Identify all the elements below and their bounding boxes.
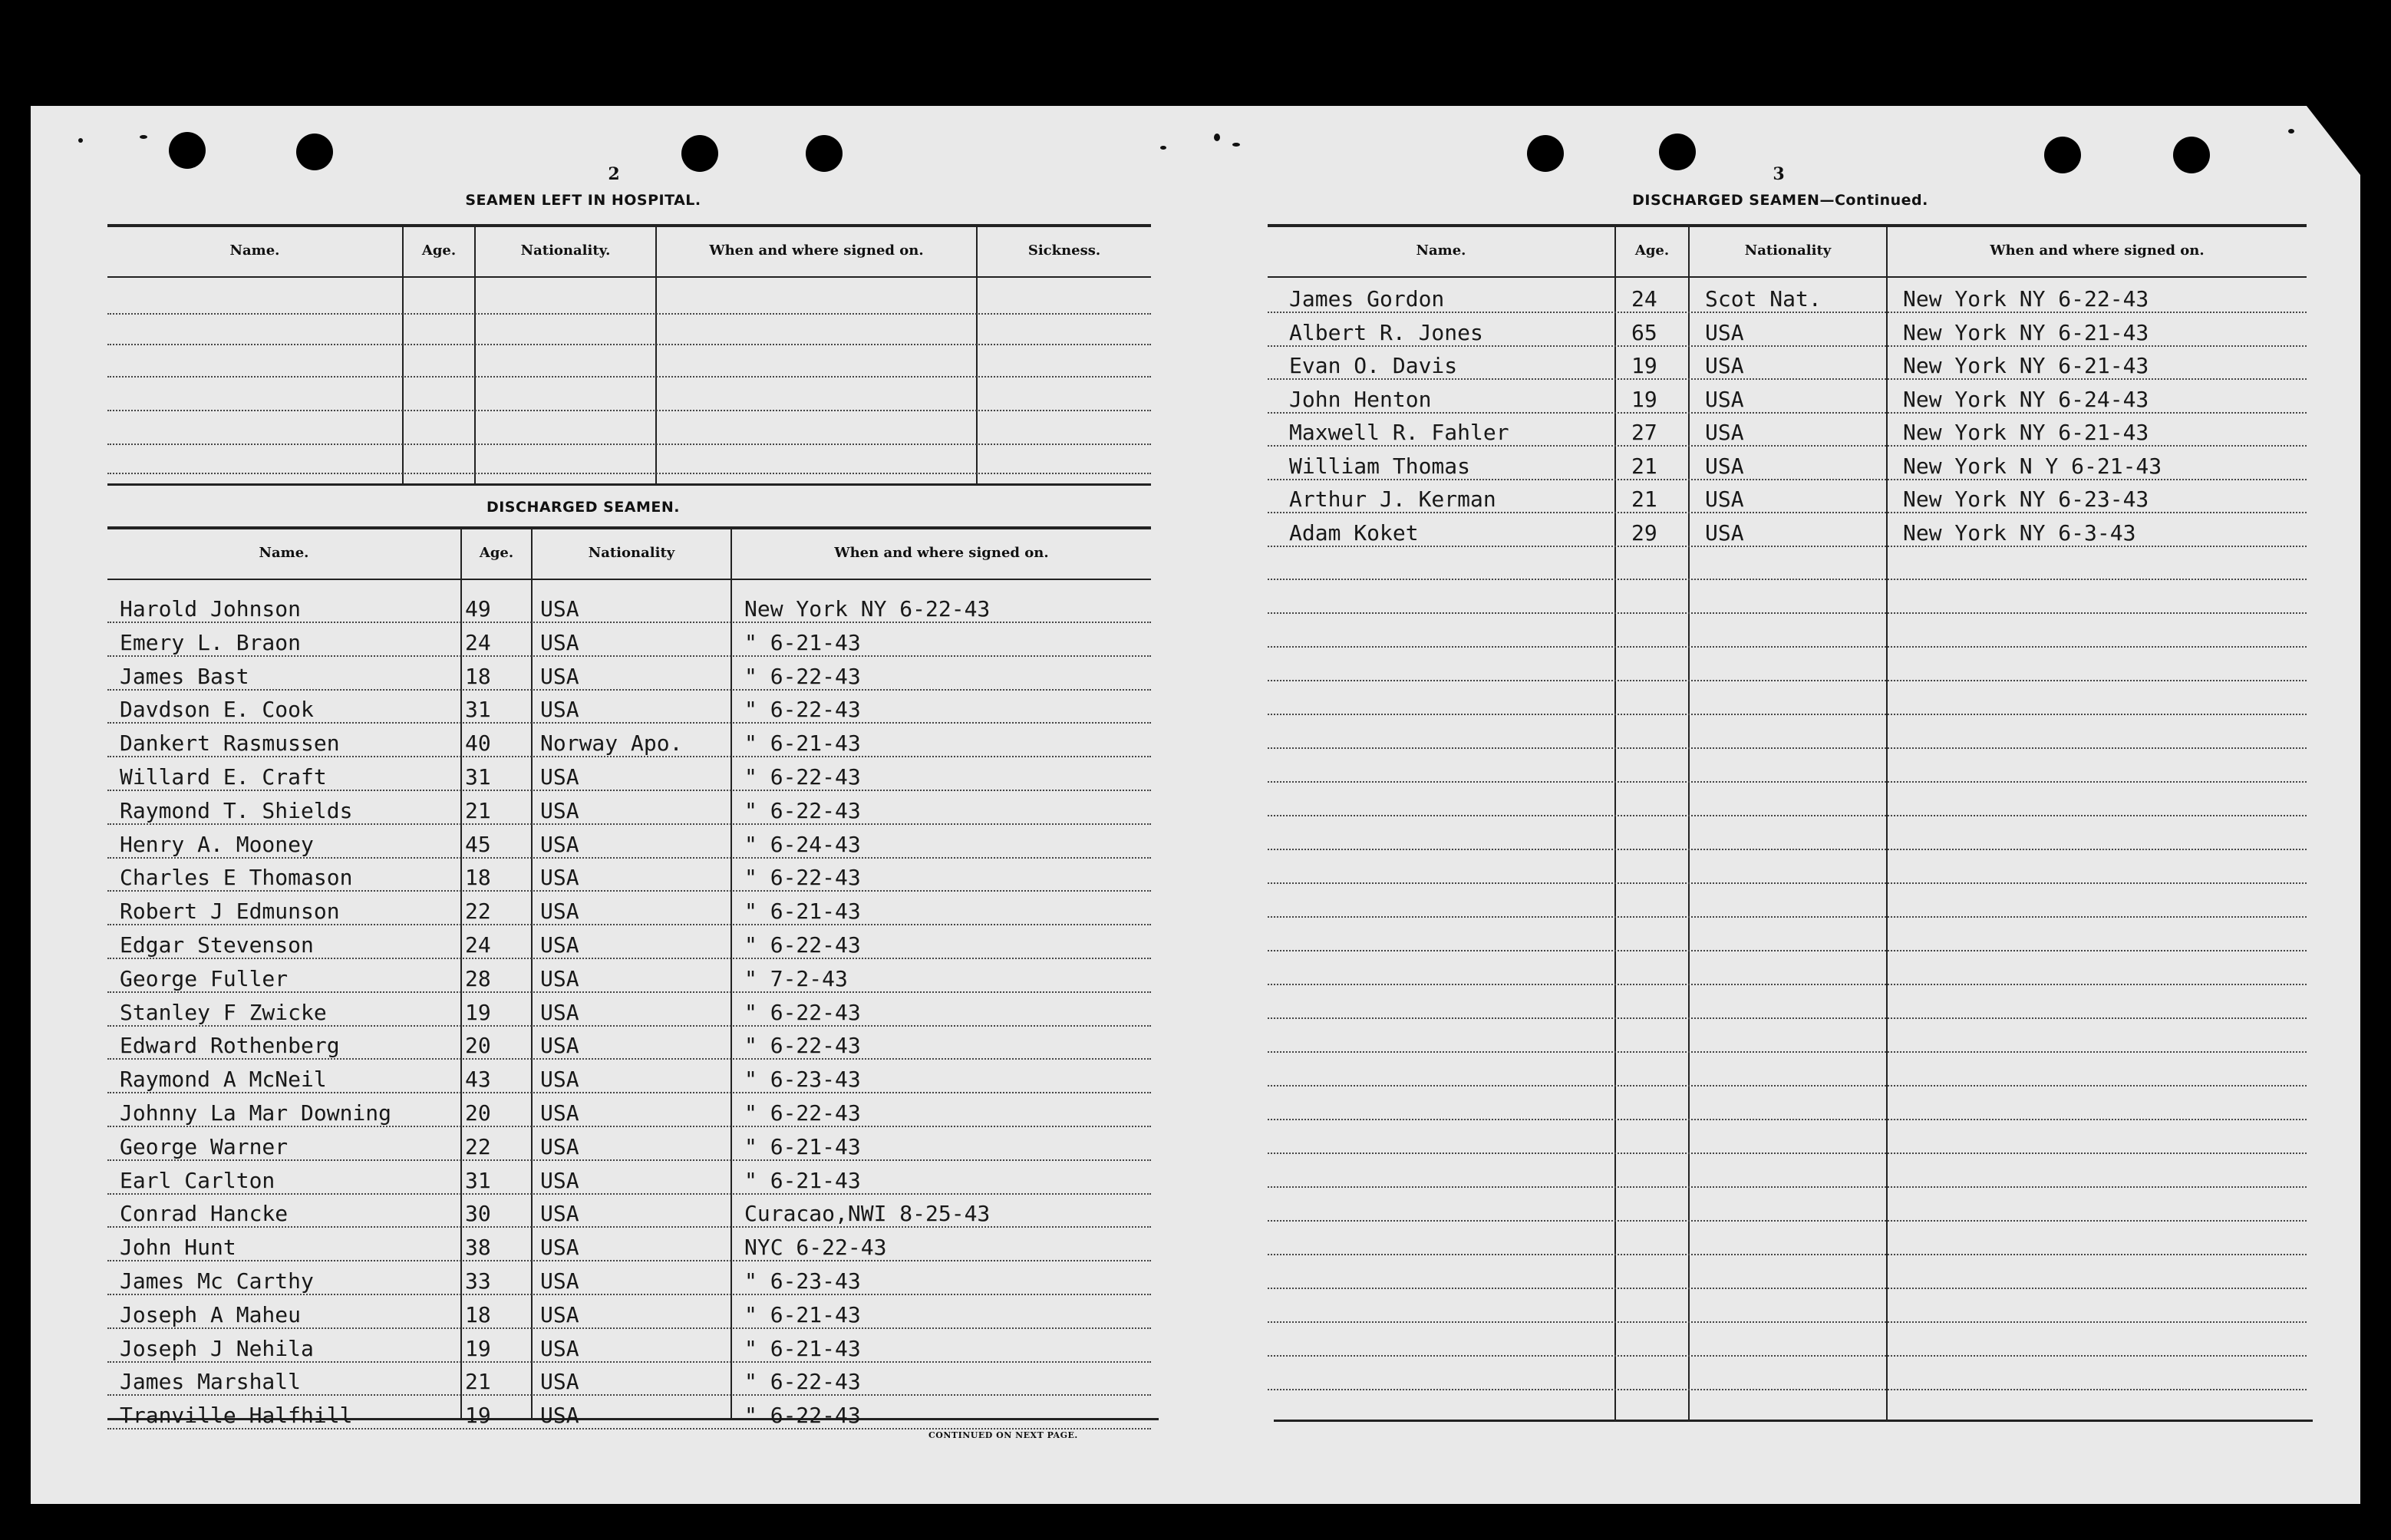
blank-row-line (1268, 916, 2307, 918)
seaman-signed-on: " 6-22-43 (744, 1033, 861, 1058)
seaman-nationality: USA (540, 1100, 579, 1126)
row-line (107, 1260, 1151, 1261)
rule (1274, 1420, 2313, 1422)
rule (531, 528, 533, 1418)
punch-hole (806, 135, 843, 172)
seaman-nationality: USA (540, 1168, 579, 1193)
seaman-nationality: USA (540, 1201, 579, 1226)
seaman-name: Robert J Edmunson (120, 899, 340, 924)
row-line (107, 1025, 1151, 1027)
seaman-signed-on: " 6-21-43 (744, 899, 861, 924)
seaman-signed-on: " 6-23-43 (744, 1067, 861, 1092)
row-line (107, 1058, 1151, 1060)
seaman-name: Earl Carlton (120, 1168, 275, 1193)
seaman-age: 24 (1631, 286, 1657, 312)
punch-hole (2173, 137, 2210, 173)
seaman-name: Albert R. Jones (1289, 320, 1483, 345)
row-line (107, 1361, 1151, 1363)
row-line (1268, 445, 2307, 447)
row-line (107, 1327, 1151, 1329)
speck (1232, 143, 1240, 147)
seaman-age: 28 (465, 966, 491, 991)
blank-row-line (1268, 950, 2307, 951)
torn-corner (2307, 106, 2360, 175)
row-line (1268, 512, 2307, 513)
row-line (1268, 378, 2307, 380)
seaman-name: Maxwell R. Fahler (1289, 420, 1509, 445)
seaman-age: 22 (465, 1134, 491, 1159)
row-line (1268, 345, 2307, 347)
row-line (1268, 546, 2307, 547)
seaman-name: Edward Rothenberg (120, 1033, 340, 1058)
blank-row-line (1268, 1085, 2307, 1087)
seaman-name: Dankert Rasmussen (120, 730, 340, 756)
seaman-name: James Gordon (1289, 286, 1445, 312)
seaman-signed-on: New York NY 6-22-43 (1903, 286, 2149, 312)
row-line (107, 1126, 1151, 1127)
seaman-nationality: USA (540, 664, 579, 689)
seaman-age: 40 (465, 730, 491, 756)
seaman-age: 21 (465, 798, 491, 823)
row-line (107, 1394, 1151, 1396)
seaman-name: Evan O. Davis (1289, 353, 1458, 378)
seaman-nationality: USA (540, 865, 579, 890)
seaman-age: 22 (465, 899, 491, 924)
page-number-left: 2 (608, 164, 620, 184)
seaman-signed-on: " 6-22-43 (744, 932, 861, 958)
seaman-signed-on: " 6-22-43 (744, 865, 861, 890)
continued-header-signed: When and where signed on. (1990, 242, 2205, 259)
hospital-header-name: Name. (229, 242, 280, 259)
row-line (107, 689, 1151, 691)
seaman-name: Johnny La Mar Downing (120, 1100, 392, 1126)
seaman-name: William Thomas (1289, 453, 1471, 479)
seaman-name: Adam Koket (1289, 520, 1419, 546)
seaman-nationality: USA (540, 1000, 579, 1025)
seaman-nationality: USA (540, 798, 579, 823)
hospital-header-nationality: Nationality. (520, 242, 611, 259)
rule (107, 526, 1151, 529)
discharged-header-name: Name. (259, 545, 309, 561)
row-line (107, 924, 1151, 925)
seaman-nationality: Scot Nat. (1705, 286, 1822, 312)
seaman-name: Charles E Thomason (120, 865, 353, 890)
seaman-name: Stanley F Zwicke (120, 1000, 327, 1025)
seaman-signed-on: " 7-2-43 (744, 966, 848, 991)
seaman-age: 19 (465, 1403, 491, 1428)
seaman-name: Henry A. Mooney (120, 832, 314, 857)
rule (107, 579, 1151, 580)
seaman-name: James Bast (120, 664, 249, 689)
punch-hole (296, 134, 333, 170)
seaman-signed-on: " 6-22-43 (744, 664, 861, 689)
seaman-nationality: USA (540, 1067, 579, 1092)
hospital-blank-line (107, 344, 1151, 345)
seaman-age: 31 (465, 1168, 491, 1193)
blank-row-line (1268, 714, 2307, 715)
speck (1160, 146, 1166, 150)
seaman-nationality: USA (540, 764, 579, 790)
seaman-nationality: USA (540, 1033, 579, 1058)
seaman-name: Davdson E. Cook (120, 697, 314, 722)
seaman-name: George Warner (120, 1134, 289, 1159)
seaman-signed-on: New York NY 6-21-43 (1903, 353, 2149, 378)
rule (1614, 226, 1616, 1420)
blank-row-line (1268, 781, 2307, 783)
seaman-signed-on: " 6-21-43 (744, 1302, 861, 1327)
seaman-nationality: USA (540, 1369, 579, 1394)
seaman-age: 24 (465, 630, 491, 655)
seaman-nationality: USA (540, 596, 579, 622)
seaman-signed-on: " 6-21-43 (744, 1168, 861, 1193)
seaman-name: James Mc Carthy (120, 1268, 314, 1294)
seaman-age: 38 (465, 1235, 491, 1260)
seaman-nationality: USA (540, 697, 579, 722)
seaman-signed-on: " 6-21-43 (744, 1336, 861, 1361)
seaman-nationality: USA (1705, 486, 1744, 512)
hospital-blank-line (107, 444, 1151, 445)
seaman-name: Raymond T. Shields (120, 798, 353, 823)
seaman-signed-on: NYC 6-22-43 (744, 1235, 887, 1260)
hospital-header-signed: When and where signed on. (709, 242, 924, 259)
discharged-header-nationality: Nationality (588, 545, 675, 561)
hospital-header-age: Age. (421, 242, 457, 259)
discharged-header-signed: When and where signed on. (834, 545, 1049, 561)
seaman-nationality: USA (540, 899, 579, 924)
seaman-age: 27 (1631, 420, 1657, 445)
row-line (1268, 479, 2307, 480)
seaman-nationality: USA (540, 1235, 579, 1260)
seaman-signed-on: " 6-21-43 (744, 1134, 861, 1159)
blank-row-line (1268, 579, 2307, 580)
hospital-blank-line (107, 313, 1151, 315)
blank-row-line (1268, 1321, 2307, 1323)
row-line (107, 756, 1151, 757)
rule (107, 483, 1151, 486)
seaman-nationality: Norway Apo. (540, 730, 683, 756)
seaman-signed-on: " 6-22-43 (744, 1403, 861, 1428)
seaman-signed-on: New York NY 6-3-43 (1903, 520, 2136, 546)
seaman-age: 31 (465, 697, 491, 722)
row-line (1268, 412, 2307, 414)
seaman-signed-on: " 6-22-43 (744, 764, 861, 790)
row-line (107, 958, 1151, 959)
seaman-nationality: USA (540, 966, 579, 991)
seaman-nationality: USA (540, 1134, 579, 1159)
seaman-age: 49 (465, 596, 491, 622)
seaman-age: 33 (465, 1268, 491, 1294)
punch-hole (2044, 137, 2081, 173)
seaman-nationality: USA (540, 1403, 579, 1428)
blank-row-line (1268, 849, 2307, 850)
seaman-age: 31 (465, 764, 491, 790)
rule (1886, 226, 1888, 1420)
blank-row-line (1268, 1288, 2307, 1289)
hospital-header-sickness: Sickness. (1027, 242, 1101, 259)
seaman-age: 45 (465, 832, 491, 857)
seaman-age: 30 (465, 1201, 491, 1226)
row-line (1268, 312, 2307, 313)
seaman-name: Willard E. Craft (120, 764, 327, 790)
punch-hole (169, 132, 206, 169)
row-line (107, 1159, 1151, 1161)
seaman-signed-on: New York NY 6-24-43 (1903, 387, 2149, 412)
row-line (107, 655, 1151, 657)
seaman-age: 24 (465, 932, 491, 958)
seaman-signed-on: New York NY 6-22-43 (744, 596, 991, 622)
rule (107, 276, 1151, 278)
seaman-name: Harold Johnson (120, 596, 302, 622)
blank-row-line (1268, 680, 2307, 681)
seaman-name: Raymond A McNeil (120, 1067, 327, 1092)
rule (460, 528, 462, 1418)
rule (107, 224, 1151, 227)
blank-row-line (1268, 646, 2307, 648)
seaman-age: 18 (465, 1302, 491, 1327)
hospital-section-title: SEAMEN LEFT IN HOSPITAL. (465, 192, 701, 209)
seaman-signed-on: New York NY 6-21-43 (1903, 320, 2149, 345)
continued-section-title: DISCHARGED SEAMEN—Continued. (1632, 192, 1928, 209)
seaman-name: Conrad Hancke (120, 1201, 289, 1226)
seaman-nationality: USA (1705, 453, 1744, 479)
row-line (107, 1428, 1151, 1430)
seaman-age: 20 (465, 1100, 491, 1126)
seaman-signed-on: " 6-21-43 (744, 630, 861, 655)
row-line (107, 857, 1151, 859)
rule (1268, 224, 2307, 227)
seaman-signed-on: " 6-22-43 (744, 1000, 861, 1025)
continued-header-age: Age. (1634, 242, 1670, 259)
seaman-name: Joseph A Maheu (120, 1302, 302, 1327)
seaman-nationality: USA (1705, 320, 1744, 345)
seaman-signed-on: New York N Y 6-21-43 (1903, 453, 2162, 479)
blank-row-line (1268, 882, 2307, 884)
seaman-age: 20 (465, 1033, 491, 1058)
seaman-name: George Fuller (120, 966, 289, 991)
seaman-age: 21 (1631, 453, 1657, 479)
seaman-nationality: USA (1705, 420, 1744, 445)
row-line (107, 722, 1151, 724)
seaman-nationality: USA (540, 932, 579, 958)
rule (730, 528, 732, 1418)
seaman-signed-on: " 6-22-43 (744, 697, 861, 722)
seaman-nationality: USA (540, 1336, 579, 1361)
seaman-signed-on: New York NY 6-21-43 (1903, 420, 2149, 445)
seaman-age: 21 (1631, 486, 1657, 512)
blank-row-line (1268, 1355, 2307, 1357)
row-line (107, 991, 1151, 993)
blank-row-line (1268, 984, 2307, 985)
speck (78, 138, 83, 143)
blank-row-line (1268, 1220, 2307, 1222)
seaman-age: 19 (1631, 387, 1657, 412)
hospital-blank-line (107, 410, 1151, 411)
row-line (107, 1092, 1151, 1093)
speck (140, 135, 147, 139)
continued-note: CONTINUED ON NEXT PAGE. (928, 1430, 1078, 1440)
seaman-nationality: USA (1705, 520, 1744, 546)
seaman-age: 19 (465, 1336, 491, 1361)
seaman-signed-on: " 6-22-43 (744, 798, 861, 823)
seaman-name: John Henton (1289, 387, 1432, 412)
seaman-name: Edgar Stevenson (120, 932, 314, 958)
row-line (107, 890, 1151, 892)
seaman-signed-on: " 6-21-43 (744, 730, 861, 756)
blank-row-line (1268, 1186, 2307, 1188)
speck (1214, 134, 1220, 141)
seaman-age: 21 (465, 1369, 491, 1394)
blank-row-line (1268, 1254, 2307, 1255)
hospital-blank-line (107, 473, 1151, 474)
seaman-signed-on: " 6-23-43 (744, 1268, 861, 1294)
seaman-name: Emery L. Braon (120, 630, 302, 655)
seaman-name: John Hunt (120, 1235, 236, 1260)
seaman-nationality: USA (1705, 353, 1744, 378)
seaman-nationality: USA (540, 1268, 579, 1294)
seaman-signed-on: " 6-22-43 (744, 1369, 861, 1394)
discharged-section-title: DISCHARGED SEAMEN. (486, 499, 681, 516)
seaman-name: James Marshall (120, 1369, 302, 1394)
seaman-age: 29 (1631, 520, 1657, 546)
row-line (107, 823, 1151, 825)
rule (1268, 276, 2307, 278)
seaman-nationality: USA (1705, 387, 1744, 412)
discharged-header-age: Age. (479, 545, 514, 561)
punch-hole (1527, 135, 1564, 172)
seaman-name: Arthur J. Kerman (1289, 486, 1496, 512)
speck (2288, 129, 2294, 134)
seaman-name: Tranville Halfhill (120, 1403, 353, 1428)
seaman-age: 19 (1631, 353, 1657, 378)
blank-row-line (1268, 1153, 2307, 1154)
hospital-blank-line (107, 376, 1151, 378)
blank-row-line (1268, 1017, 2307, 1019)
row-line (107, 622, 1151, 623)
document-sheet (31, 106, 2360, 1504)
continued-header-name: Name. (1416, 242, 1466, 259)
seaman-nationality: USA (540, 1302, 579, 1327)
row-line (107, 1294, 1151, 1295)
seaman-age: 65 (1631, 320, 1657, 345)
seaman-signed-on: Curacao,NWI 8-25-43 (744, 1201, 991, 1226)
blank-row-line (1268, 747, 2307, 749)
seaman-nationality: USA (540, 832, 579, 857)
seaman-age: 18 (465, 664, 491, 689)
seaman-age: 19 (465, 1000, 491, 1025)
blank-row-line (1268, 1119, 2307, 1120)
seaman-name: Joseph J Nehila (120, 1336, 314, 1361)
seaman-signed-on: " 6-24-43 (744, 832, 861, 857)
punch-hole (681, 135, 718, 172)
blank-row-line (1268, 612, 2307, 614)
seaman-age: 43 (465, 1067, 491, 1092)
blank-row-line (1268, 1389, 2307, 1390)
row-line (107, 790, 1151, 791)
blank-row-line (1268, 815, 2307, 816)
row-line (107, 1226, 1151, 1228)
page-number-right: 3 (1773, 164, 1785, 184)
blank-row-line (1268, 1051, 2307, 1053)
punch-hole (1659, 134, 1696, 170)
seaman-nationality: USA (540, 630, 579, 655)
seaman-signed-on: New York NY 6-23-43 (1903, 486, 2149, 512)
row-line (107, 1193, 1151, 1195)
seaman-signed-on: " 6-22-43 (744, 1100, 861, 1126)
rule (1688, 226, 1690, 1420)
continued-header-nationality: Nationality (1744, 242, 1832, 259)
seaman-age: 18 (465, 865, 491, 890)
